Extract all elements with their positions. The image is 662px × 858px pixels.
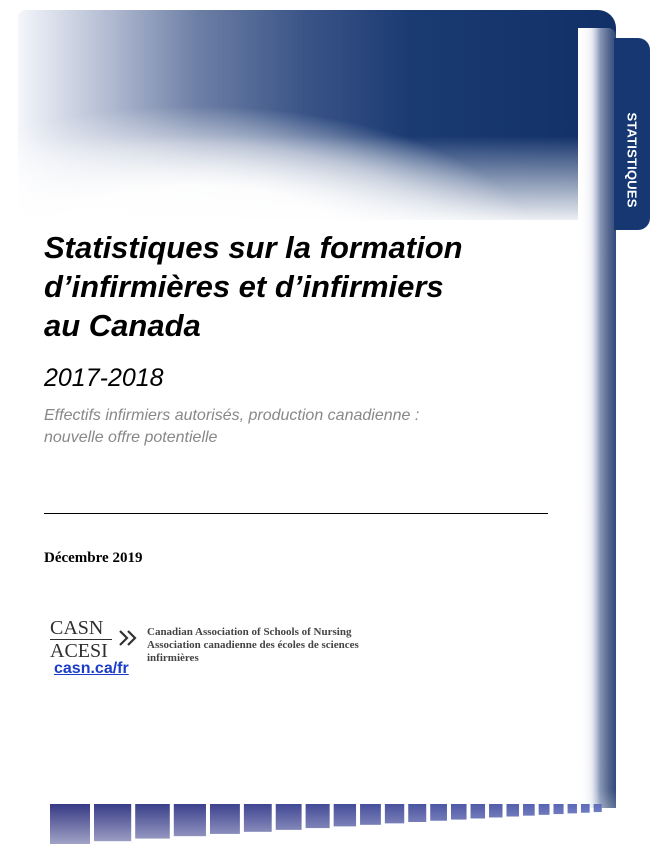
decorative-block — [451, 804, 467, 820]
logo-abbr-acesi: ACESI — [50, 640, 108, 662]
document-subtitle — [44, 405, 564, 449]
decorative-block — [506, 804, 519, 817]
subtitle-line-1: Effectifs infirmiers autorisés, production canadienne : — [44, 407, 420, 424]
logo-name-en: Canadian Association of Schools of Nursing — [147, 626, 352, 638]
divider-rule — [44, 513, 548, 514]
decorative-block-strip — [44, 800, 624, 850]
cover-side-strip — [578, 28, 616, 808]
decorative-block — [554, 804, 564, 814]
logo-abbr-casn: CASN — [50, 618, 112, 640]
decorative-block — [471, 804, 485, 818]
decorative-block — [430, 804, 447, 821]
cover-header-band — [18, 10, 616, 220]
publication-date: Décembre 2019 — [44, 550, 143, 566]
decorative-block — [523, 804, 535, 816]
title-line-1: Statistiques sur la formation — [44, 230, 463, 265]
chevron-arrows-icon — [117, 626, 143, 650]
decorative-block — [408, 804, 426, 822]
title-block — [44, 228, 564, 449]
decorative-block — [594, 804, 602, 812]
side-tab-label — [625, 113, 640, 143]
logo-organization-names — [147, 626, 410, 665]
decorative-block — [360, 804, 381, 825]
title-line-3: au Canada — [44, 308, 201, 343]
decorative-block — [334, 804, 356, 826]
title-line-2: d’infirmières et d’infirmiers — [44, 269, 444, 304]
decorative-block — [174, 804, 206, 836]
logo-name-fr: Association canadienne des écoles de sciences infirmières — [147, 639, 359, 664]
decorative-block — [306, 804, 330, 828]
decorative-block — [244, 804, 272, 832]
decorative-block — [385, 804, 404, 823]
report-year: 2017-2018 — [44, 364, 164, 392]
website-link[interactable]: casn.ca/fr — [54, 660, 129, 677]
decorative-block — [210, 804, 240, 834]
decorative-block — [568, 804, 577, 813]
decorative-block — [94, 804, 131, 841]
block-group — [50, 804, 602, 844]
decorative-block — [276, 804, 302, 830]
decorative-block — [135, 804, 170, 839]
decorative-block — [489, 804, 502, 817]
decorative-block — [539, 804, 550, 815]
decorative-block — [581, 804, 590, 813]
subtitle-line-2: nouvelle offre potentielle — [44, 429, 218, 446]
casn-acesi-logo — [50, 617, 410, 664]
logo-abbreviation — [50, 618, 112, 661]
document-title — [44, 228, 564, 345]
decorative-block — [50, 804, 90, 844]
